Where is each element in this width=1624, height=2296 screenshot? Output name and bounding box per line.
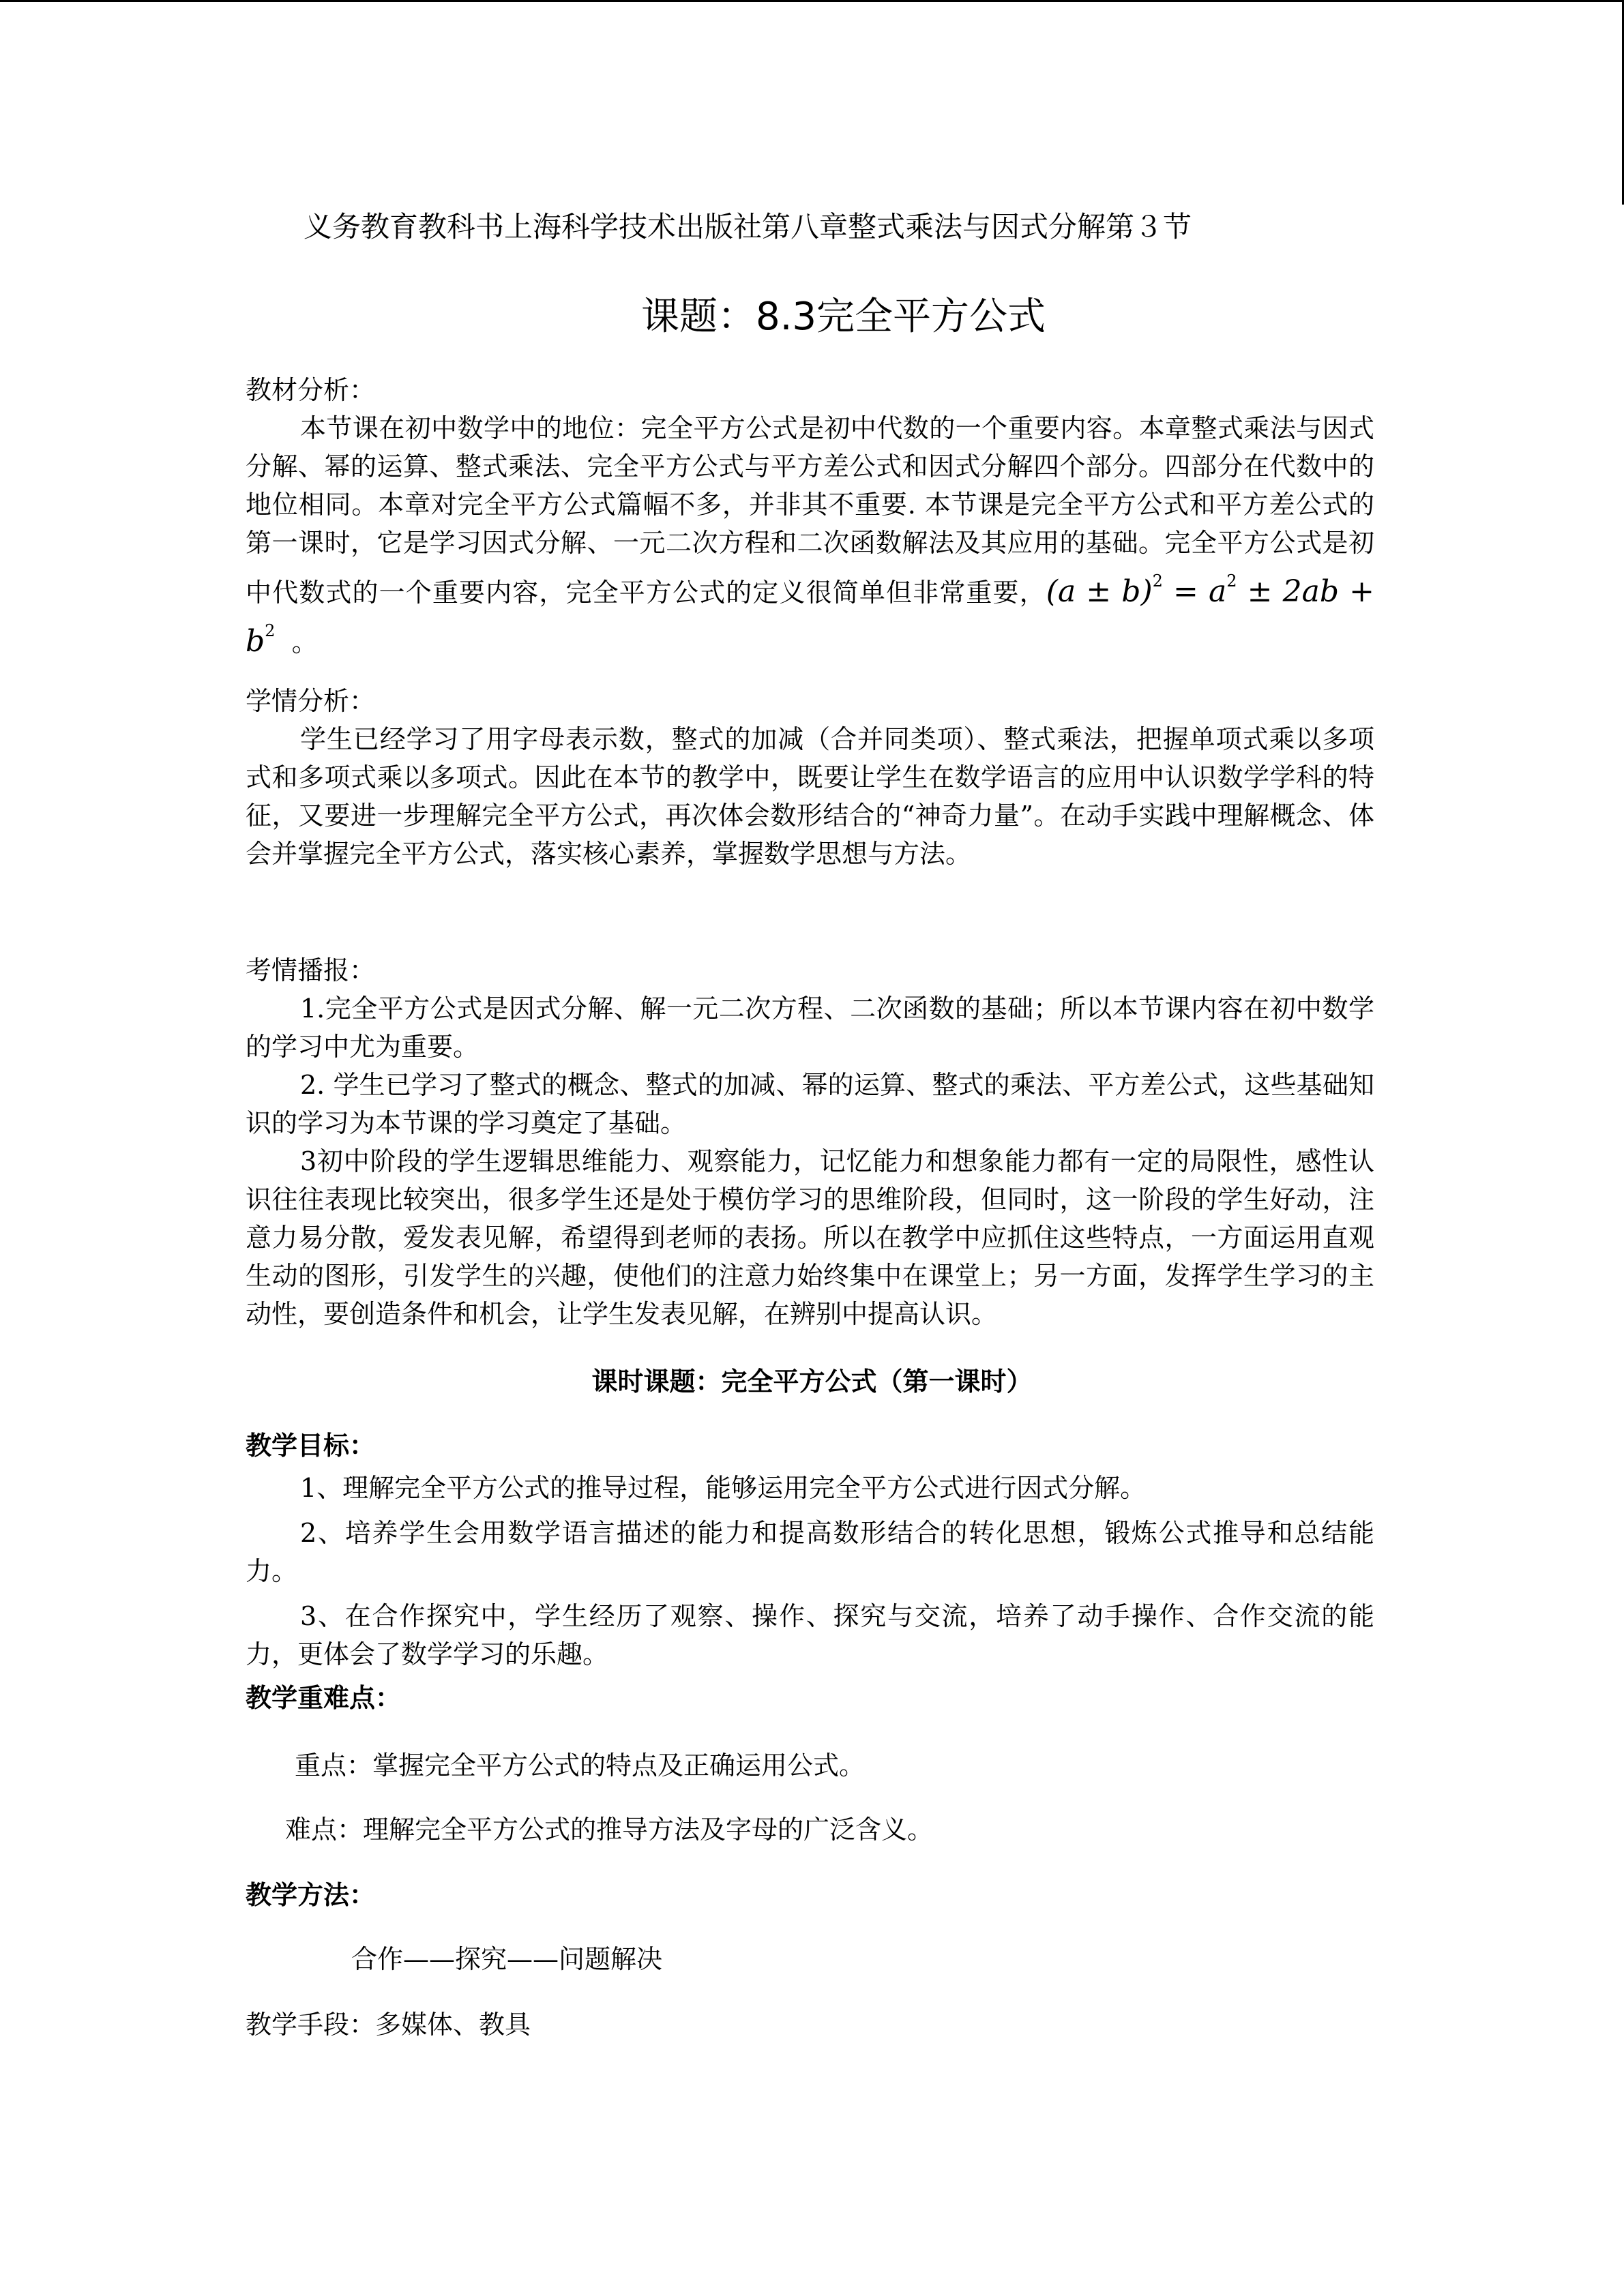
formula-end: 。 — [291, 627, 318, 657]
objectives-heading: 教学目标： — [246, 1430, 376, 1461]
material-analysis-section — [246, 371, 1374, 661]
textbook-header: 义务教育教科书上海科学技术出版社第八章整式乘法与因式分解第３节 — [304, 210, 1192, 243]
objective-item-2: 2、培养学生会用数学语言描述的能力和提高数形结合的转化思想，锻炼公式推导和总结能力。 — [246, 1518, 1374, 1586]
material-analysis-heading: 教材分析： — [246, 375, 376, 405]
method-text: 合作——探究——问题解决 — [351, 1944, 663, 1974]
formula: $(a \pm b)^2 = a^2 \pm 2ab + b^2$ — [246, 571, 1374, 659]
difficult-point: 难点：理解完全平方公式的推导方法及字母的广泛含义。 — [285, 1815, 934, 1845]
exam-report-heading: 考情播报： — [246, 955, 376, 985]
lesson-title: 课时课题：完全平方公式（第一课时） — [591, 1366, 1033, 1397]
student-analysis-text: 学生已经学习了用字母表示数，整式的加减（合并同类项）、整式乘法，把握单项式乘以多项式和多项式乘以多项式。因此在本节的教学中，既要让学生在数学语言的应用中认识数学学科的特征，又要进一步理解完全平方公式，再次体会数形结合的“神奇力量”。在动手实践中理解概念、体会并掌握完全平方公式，落实核心素养，掌握数学思想与方法。 — [246, 724, 1374, 869]
objectives-section — [246, 1427, 1374, 1673]
teaching-means: 教学手段：多媒体、教具 — [246, 2010, 531, 2040]
exam-report-item-1: 1.完全平方公式是因式分解、解一元二次方程、二次函数的基础；所以本节课内容在初中数学的学习中尤为重要。 — [246, 994, 1374, 1062]
exam-report-section — [246, 951, 1374, 1333]
student-analysis-section — [246, 682, 1374, 873]
material-analysis-text — [246, 409, 1374, 661]
exam-report-item-3: 3初中阶段的学生逻辑思维能力、观察能力，记忆能力和想象能力都有一定的局限性，感性认识往往表现比较突出，很多学生还是处于模仿学习的思维阶段，但同时，这一阶段的学生好动，注意力易分散，爱发表见解，希望得到老师的表扬。所以在教学中应抓住这些特点，一方面运用直观生动的图形，引发学生的兴趣，使他们的注意力始终集中在课堂上；另一方面，发挥学生学习的主动性，要创造条件和机会，让学生发表见解，在辨别中提高认识。 — [246, 1146, 1374, 1329]
student-analysis-heading: 学情分析： — [246, 686, 376, 716]
material-analysis-body: 本节课在初中数学中的地位：完全平方公式是初中代数的一个重要内容。本章整式乘法与因式分解、幂的运算、整式乘法、完全平方公式与平方差公式和因式分解四个部分。四部分在代数中的地位相同。本章对完全平方公式篇幅不多，并非其不重要. 本节课是完全平方公式和平方差公式的第一课时，它是学习因式分解、一元二次方程和二次函数解法及其应用的基础。完全平方公式是初中代数式的一个重要内容，完全平方公式的定义很简单但非常重要， — [246, 413, 1374, 608]
key-point: 重点：掌握完全平方公式的特点及正确运用公式。 — [295, 1750, 866, 1780]
page-top-border — [0, 0, 1624, 2]
objective-item-3: 3、在合作探究中，学生经历了观察、操作、探究与交流，培养了动手操作、合作交流的能力，更体会了数学学习的乐趣。 — [246, 1601, 1374, 1669]
method-heading: 教学方法： — [246, 1879, 376, 1910]
page-title: 课题：8.3完全平方公式 — [641, 295, 1046, 339]
exam-report-item-2: 2. 学生已学习了整式的概念、整式的加减、幂的运算、整式的乘法、平方差公式，这些基础知识的学习为本节课的学习奠定了基础。 — [246, 1070, 1374, 1138]
objective-item-1: 1、理解完全平方公式的推导过程，能够运用完全平方公式进行因式分解。 — [300, 1473, 1147, 1503]
key-points-section — [246, 1679, 1374, 1717]
key-points-heading: 教学重难点： — [246, 1682, 402, 1713]
